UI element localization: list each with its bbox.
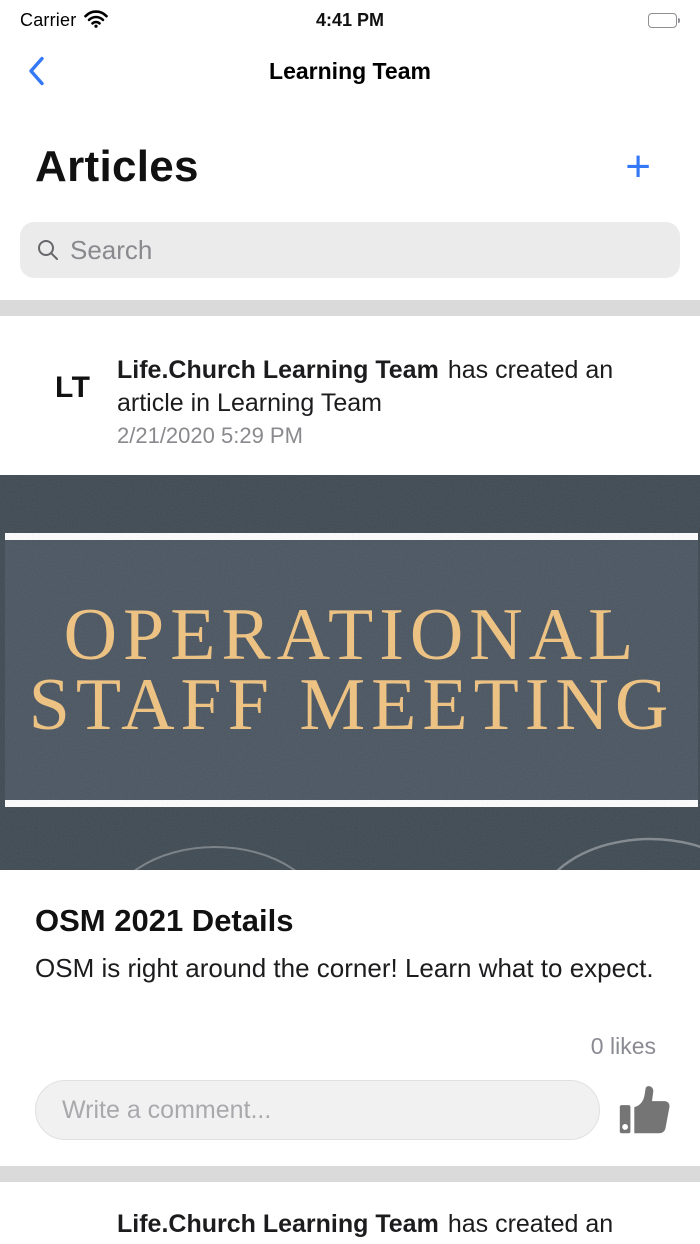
comment-field-container[interactable] <box>35 1080 600 1140</box>
article-header-text <box>117 1208 642 1241</box>
author-name: Life.Church Learning Team <box>117 356 439 384</box>
thumbs-up-icon <box>614 1081 672 1139</box>
status-time: 4:41 PM <box>315 9 385 30</box>
image-text-panel <box>5 540 698 800</box>
back-button[interactable] <box>28 54 52 88</box>
article-header-text <box>117 354 642 420</box>
article-action-text: has created an article in Learning Team <box>117 356 614 417</box>
articles-title: Articles <box>35 142 199 191</box>
articles-header <box>0 143 700 191</box>
avatar: LT <box>55 371 91 404</box>
author-name: Life.Church Learning Team <box>117 1210 439 1238</box>
article-card <box>0 1182 700 1241</box>
page-nav-title: Learning Team <box>269 57 431 84</box>
search-input[interactable] <box>70 235 664 266</box>
section-divider <box>0 1166 700 1182</box>
article-image[interactable] <box>0 475 700 870</box>
likes-count: 0 likes <box>590 1033 656 1059</box>
article-description: OSM is right around the corner! Learn what to expect. <box>35 953 654 983</box>
image-headline-line1: OPERATIONAL <box>63 594 640 676</box>
article-card <box>0 316 700 1140</box>
search-icon <box>36 238 60 262</box>
add-article-button[interactable]: + <box>625 142 651 191</box>
status-bar <box>0 0 700 40</box>
article-header[interactable] <box>0 1182 700 1241</box>
comment-row <box>0 1080 700 1140</box>
article-timestamp: 2/21/2020 5:29 PM <box>117 423 303 448</box>
article-body <box>0 870 700 1060</box>
comment-input[interactable] <box>62 1096 573 1125</box>
carrier-label: Carrier <box>20 9 77 30</box>
section-divider <box>0 300 700 316</box>
nav-bar <box>0 40 700 102</box>
like-button[interactable] <box>614 1081 672 1139</box>
search-bar[interactable] <box>20 222 680 278</box>
article-title[interactable]: OSM 2021 Details <box>35 903 294 938</box>
image-bottom-band <box>0 807 700 870</box>
image-top-band <box>0 475 700 533</box>
image-headline-line2: STAFF MEETING <box>28 664 675 746</box>
article-header[interactable] <box>0 316 700 475</box>
article-action-text: has created an <box>447 1210 614 1238</box>
